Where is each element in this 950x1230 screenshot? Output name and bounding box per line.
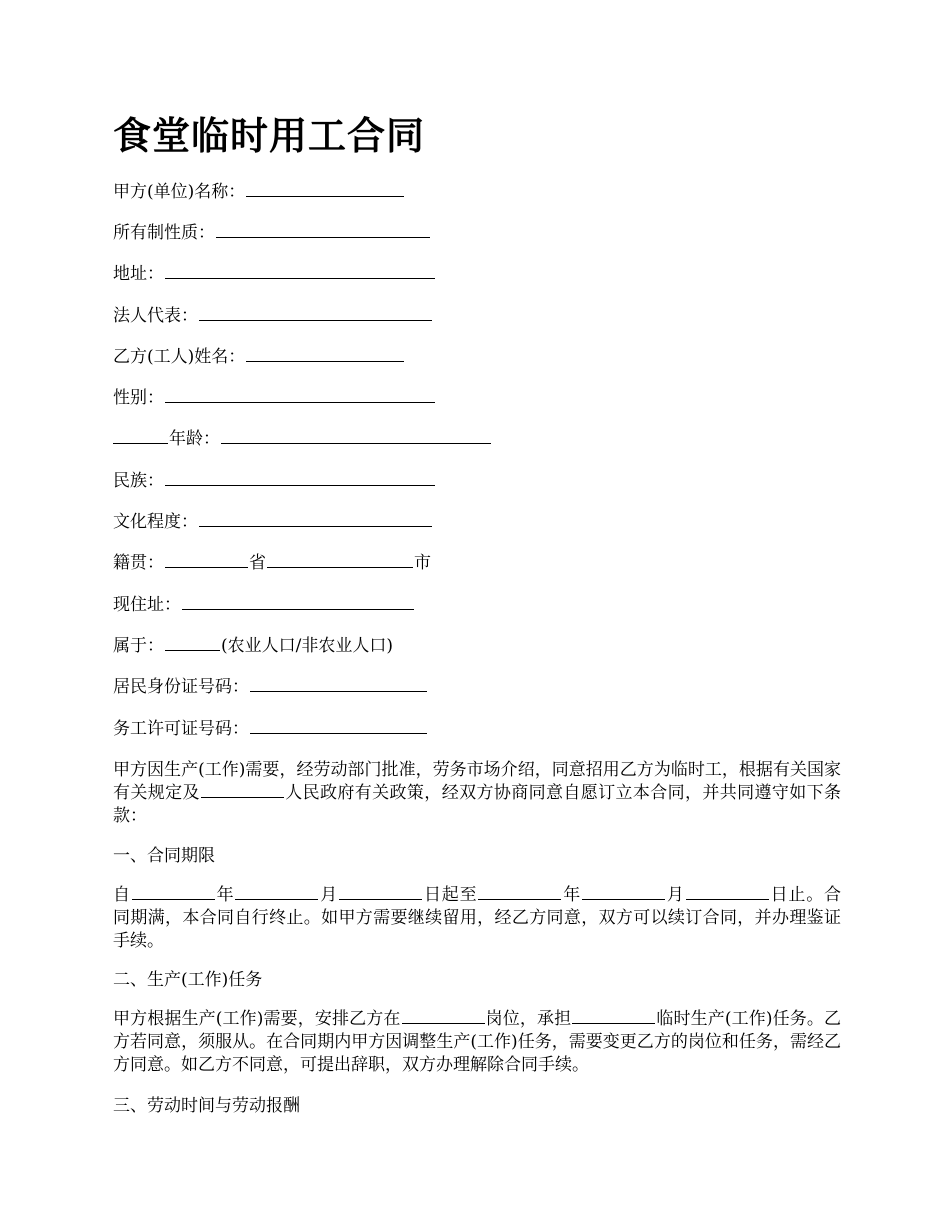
position-blank bbox=[402, 1008, 485, 1024]
address-label: 地址： bbox=[113, 264, 164, 284]
worker-name-label: 乙方(工人)姓名： bbox=[113, 347, 246, 367]
legal-rep-label: 法人代表： bbox=[113, 306, 198, 326]
address-blank bbox=[165, 263, 435, 279]
end-year-label: 年 bbox=[562, 885, 582, 905]
end-day-text: 日止。合同期满，本合同自行终止。如甲方需要继续留用，经乙方同意，双方可以续订合同，并办理鉴证手续。 bbox=[113, 885, 842, 951]
ownership-blank bbox=[216, 222, 430, 238]
start-month-blank bbox=[235, 884, 318, 900]
end-year-blank bbox=[478, 884, 561, 900]
end-day-blank bbox=[686, 884, 769, 900]
section2-text-3: 临时生产(工作)任务。乙方若同意，须服从。在合同期内甲方因调整生产(工作)任务，需要变更乙方的岗位和任务，需经乙方同意。如乙方不同意，可提出辞职，双方办理解除合同手续。 bbox=[113, 1009, 842, 1075]
start-year-blank bbox=[132, 884, 215, 900]
gender-blank bbox=[165, 387, 435, 403]
employer-name-label: 甲方(单位)名称： bbox=[113, 182, 246, 202]
employer-name-blank bbox=[246, 181, 404, 197]
end-month-label: 月 bbox=[666, 885, 685, 905]
age-blank bbox=[221, 428, 491, 444]
work-permit-label: 务工许可证号码： bbox=[113, 719, 249, 739]
gender-line bbox=[113, 387, 436, 409]
start-month-label: 月 bbox=[319, 885, 339, 905]
ethnicity-line bbox=[113, 470, 436, 492]
ownership-label: 所有制性质： bbox=[113, 223, 215, 243]
education-line bbox=[113, 511, 433, 533]
id-number-line bbox=[113, 676, 428, 698]
pre-age-blank bbox=[113, 428, 168, 444]
age-line bbox=[113, 428, 492, 450]
start-year-label: 年 bbox=[215, 885, 235, 905]
from-label: 自 bbox=[113, 885, 131, 905]
document-title: 食堂临时用工合同 bbox=[113, 114, 426, 158]
native-place-line bbox=[113, 552, 431, 574]
province-blank bbox=[165, 552, 248, 568]
start-day-blank bbox=[339, 884, 422, 900]
residence-label: 现住址： bbox=[113, 595, 181, 615]
age-label: 年龄： bbox=[169, 429, 220, 449]
residence-blank bbox=[182, 594, 414, 610]
belongs-blank bbox=[165, 635, 220, 651]
province-label: 省 bbox=[249, 553, 266, 573]
work-permit-line bbox=[113, 718, 428, 740]
city-label: 市 bbox=[414, 553, 431, 573]
section2-text-1: 甲方根据生产(工作)需要，安排乙方在 bbox=[113, 1009, 401, 1029]
gender-label: 性别： bbox=[113, 388, 164, 408]
belongs-line bbox=[113, 635, 393, 657]
city-blank bbox=[267, 552, 413, 568]
section1-heading: 一、合同期限 bbox=[113, 846, 215, 866]
end-month-blank bbox=[582, 884, 665, 900]
section1-paragraph bbox=[113, 884, 841, 953]
legal-rep-line bbox=[113, 305, 433, 327]
start-day-label: 日起至 bbox=[423, 885, 478, 905]
section3-heading: 三、劳动时间与劳动报酬 bbox=[113, 1096, 300, 1116]
ownership-line bbox=[113, 222, 431, 244]
intro-text-1: 甲方因生产(工作)需要，经劳动部门批准，劳务市场介绍，同意招用乙方为临时工，根据有关国家有关规定及 bbox=[113, 760, 841, 803]
section2-text-2: 岗位，承担 bbox=[485, 1009, 572, 1029]
belongs-options: (农业人口/非农业人口) bbox=[221, 636, 393, 656]
residence-line bbox=[113, 594, 415, 616]
education-blank bbox=[199, 511, 432, 527]
employer-name-line bbox=[113, 181, 405, 203]
worker-name-blank bbox=[246, 346, 404, 362]
native-place-label: 籍贯： bbox=[113, 553, 164, 573]
address-line bbox=[113, 263, 436, 285]
ethnicity-label: 民族： bbox=[113, 471, 164, 491]
work-permit-blank bbox=[250, 718, 427, 734]
id-number-blank bbox=[250, 676, 427, 692]
section2-paragraph bbox=[113, 1008, 841, 1077]
belongs-label: 属于： bbox=[113, 636, 164, 656]
worker-name-line bbox=[113, 346, 405, 368]
government-blank bbox=[201, 782, 284, 798]
legal-rep-blank bbox=[199, 305, 432, 321]
ethnicity-blank bbox=[165, 470, 435, 486]
id-number-label: 居民身份证号码： bbox=[113, 677, 249, 697]
education-label: 文化程度： bbox=[113, 512, 198, 532]
intro-text-2: 人民政府有关政策，经双方协商同意自愿订立本合同，并共同遵守如下条款： bbox=[113, 783, 842, 826]
intro-paragraph bbox=[113, 759, 841, 828]
section2-heading: 二、生产(工作)任务 bbox=[113, 970, 263, 990]
task-blank bbox=[572, 1008, 655, 1024]
